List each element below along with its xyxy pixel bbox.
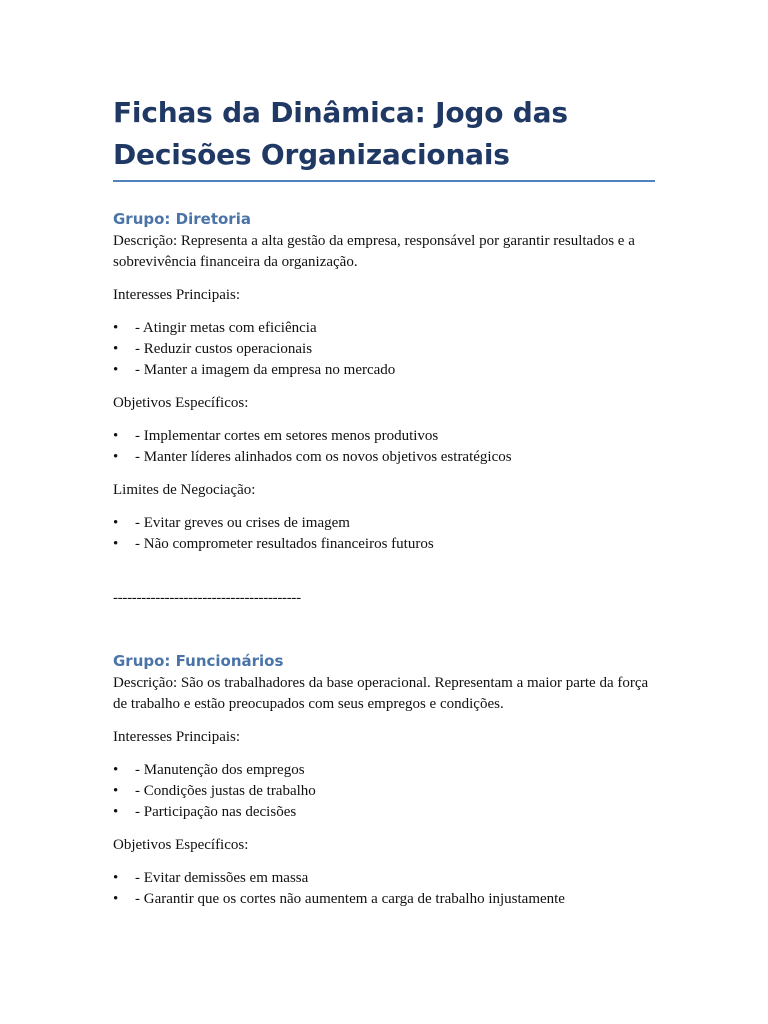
list-item: • - Condições justas de trabalho (113, 781, 658, 802)
group-heading: Grupo: Funcionários (113, 652, 284, 670)
bullet-icon: • (113, 449, 119, 465)
section-separator: ---------------------------------------- (113, 590, 301, 606)
list-item: • - Evitar greves ou crises de imagem (113, 513, 658, 534)
bullet-icon: • (113, 428, 119, 444)
objectives-list (113, 868, 658, 910)
list-item: • - Atingir metas com eficiência (113, 318, 658, 339)
list-item: • - Não comprometer resultados financeiros futuros (113, 534, 658, 555)
list-item: • - Participação nas decisões (113, 802, 658, 823)
list-item: • - Reduzir custos operacionais (113, 339, 658, 360)
group-diretoria-section (113, 209, 658, 555)
document-page (113, 92, 658, 910)
list-item: • - Manter líderes alinhados com os novos objetivos estratégicos (113, 447, 658, 468)
bullet-icon: • (113, 762, 119, 778)
bullet-icon: • (113, 804, 119, 820)
group-description: Descrição: São os trabalhadores da base operacional. Representam a maior parte da força de trabalho e estão preocupados com seus empregos e condições. (113, 675, 649, 712)
bullet-icon: • (113, 870, 119, 886)
bullet-icon: • (113, 320, 119, 336)
bullet-icon: • (113, 536, 119, 552)
list-item: • - Evitar demissões em massa (113, 868, 658, 889)
bullet-icon: • (113, 891, 119, 907)
objectives-label: Objetivos Específicos: (113, 837, 249, 853)
group-description: Descrição: Representa a alta gestão da empresa, responsável por garantir resultados e a sobrevivência financeira da organização. (113, 233, 635, 270)
objectives-label: Objetivos Específicos: (113, 395, 249, 411)
list-item: • - Manutenção dos empregos (113, 760, 658, 781)
bullet-icon: • (113, 515, 119, 531)
list-item: • - Manter a imagem da empresa no mercado (113, 360, 658, 381)
interests-list (113, 760, 658, 823)
bullet-icon: • (113, 362, 119, 378)
interests-list (113, 318, 658, 381)
limits-list (113, 513, 658, 555)
interests-label: Interesses Principais: (113, 729, 241, 745)
bullet-icon: • (113, 341, 119, 357)
group-funcionarios-section (113, 651, 658, 910)
interests-label: Interesses Principais: (113, 287, 241, 303)
bullet-icon: • (113, 783, 119, 799)
limits-label: Limites de Negociação: (113, 482, 256, 498)
objectives-list (113, 426, 658, 468)
document-title: Fichas da Dinâmica: Jogo das Decisões Organizacionais (113, 92, 655, 182)
list-item: • - Garantir que os cortes não aumentem a carga de trabalho injustamente (113, 889, 658, 910)
list-item: • - Implementar cortes em setores menos produtivos (113, 426, 658, 447)
group-heading: Grupo: Diretoria (113, 210, 251, 228)
